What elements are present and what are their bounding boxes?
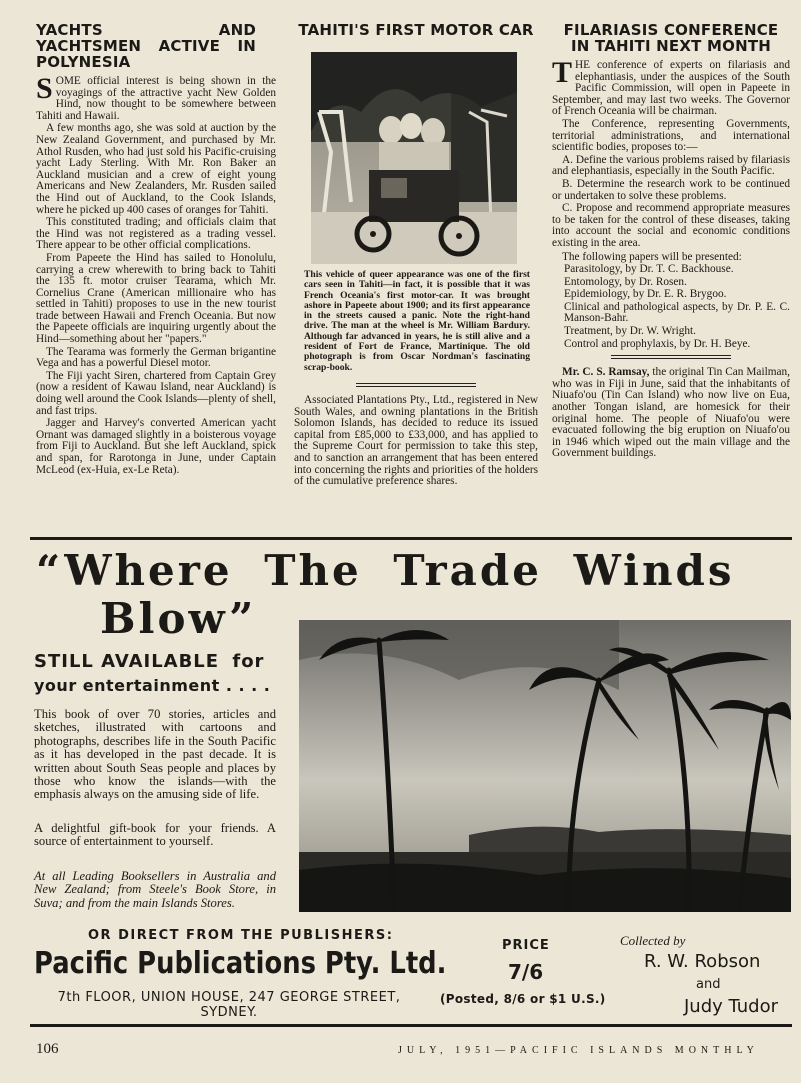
yachts-paragraph: OME official interest is being shown in the voyagings of the attractive yacht New Golden Hind, now thought to be somewhere between Tahiti and Hawaii. [36,75,276,122]
motor-car-photo [311,52,517,264]
article-yachts-headline: YACHTS AND YACHTSMEN ACTIVE IN POLYNESIA [36,21,256,71]
section-divider [611,355,731,359]
ad-direct: OR DIRECT FROM THE PUBLISHERS: [88,928,394,943]
paper-item: Treatment, by Dr. W. Wright. [564,325,696,338]
section-divider [356,383,476,387]
filariasis-paragraph: The Conference, representing Governments, territorial administrations, and international scientific bodies, proposes to:— [552,117,790,154]
ad-posted: (Posted, 8/6 or $1 U.S.) [440,992,606,1006]
ad-gift: A delightful gift-book for your friends. A source of entertainment to yourself. [34,821,276,849]
ad-author2: Judy Tudor [684,996,779,1017]
article-motor-car [294,22,538,489]
ad-publisher: Pacific Publications Pty. Ltd. [34,946,447,981]
ad-top-rule [30,537,792,540]
ad-bottom-rule [30,1024,792,1027]
dropcap-s: S [36,72,53,105]
yachts-paragraph: The Fiji yacht Siren, chartered from Captain Grey (now a resident of Kawau Island, near Auckland) is doing well around the Cook Islands—plenty of shell, and fast trips. [36,369,276,417]
ramsay-name: Mr. C. S. Ramsay, [562,366,650,379]
filariasis-intro: HE conference of experts on filariasis and elephantiasis, under the auspices of the South Pacific Commission, will open in Papeete in September, and may last two weeks. The Governor of French Oceania will be chairman. [552,59,790,118]
yachts-paragraph: The Tearama was formerly the German brigantine Vega and has a powerful Diesel motor. [36,345,276,370]
ad-still-available [34,651,264,672]
ad-address: 7th FLOOR, UNION HOUSE, 247 GEORGE STREET, SYDNEY. [57,990,401,1020]
filariasis-item: C. Propose and recommend appropriate measures to be taken for the control of these diseases, taking into account the social and economic conditions existing in the area. [552,202,790,249]
filariasis-item: A. Define the various problems raised by filariasis and elephantiasis, especially in the South Pacific. [552,153,790,178]
paper-item: Entomology, by Dr. Rosen. [564,275,687,288]
palm-photo-image [299,620,791,912]
motor-car-photo-image [311,52,517,264]
ad-banner-line1: “Where The Trade Winds [36,546,735,595]
papers-intro: The following papers will be presented: [562,250,742,263]
still-available-text: STILL AVAILABLE [34,651,220,672]
ramsay-text: the original Tin Can Mailman, who was in Fiji in June, said that the inhabitants of Niuafo'ou (Tin Can Island) who now live on Eua, another Tongan island, are homesick for their original home. The people of Niuafo'ou were evacuated following the big eruption on Niuafo'ou in 1946 which wiped out the main village and the Government buildings. [552,366,790,460]
article-yachts [36,22,276,477]
paper-item: Epidemiology, by Dr. E. R. Brygoo. [564,288,727,301]
paper-item: Clinical and pathological aspects, by Dr. P. E. C. Manson-Bahr. [564,300,790,325]
ad-author1: R. W. Robson [644,951,761,972]
dropcap-t: T [552,56,573,89]
ad-booksellers: At all Leading Booksellers in Australia and New Zealand; from Steele's Book Store, in Suva; and from the main Islands Stores. [34,869,276,910]
paper-item: Control and prophylaxis, by Dr. H. Beye. [564,337,751,350]
ramsay-paragraph [552,367,790,460]
yachts-paragraph: A few months ago, she was sold at auction by the New Zealand Government, and purchased by Mr. Athol Rusden, who had just sold his Pacific-cruising yacht Lady Sterling. With Mr. Ron Baker an Auckland musician and a crew of eight young Americans and New Zealanders, Mr. Rusden sailed the Hind out of Auckland, to the Cook Islands, where he picked up 400 cases of oranges for Tahiti. [36,122,276,216]
article-motor-car-headline: TAHITI'S FIRST MOTOR CAR [298,21,534,39]
article-filariasis [552,22,790,461]
still-for-text: for [232,651,265,672]
running-title: JULY, 1951—PACIFIC ISLANDS MONTHLY [398,1045,759,1056]
filariasis-item: B. Determine the research work to be continued or undertaken to solve these problems. [552,177,790,202]
ad-description: This book of over 70 stories, articles and sketches, illustrated with cartoons and photographs, describes life in the South Pacific as it has developed in the past decade. It is written about South Seas people and places by those who know the islands—with the emphasis always on the amusing side of life. [34,707,276,802]
ad-banner-line2: Blow” [100,594,257,643]
article-filariasis-headline: FILARIASIS CONFERENCE IN TAHITI NEXT MONTH [563,21,779,55]
yachts-paragraph: Jagger and Harvey's converted American yacht Ornant was damaged slightly in a boisterous voyage from Fiji to Auckland. But she left Auckland, spick and span, for Rarotonga in June, under Captain McLeod (ex-Huia, ex-Le Reta). [36,417,276,476]
ad-price-label: PRICE [502,938,550,953]
ad-and: and [696,977,721,992]
yachts-paragraph: This constituted trading; and officials claim that the Hind was not registered as a trading vessel. There appear to be other official complications. [36,216,276,252]
plantations-paragraph: Associated Plantations Pty., Ltd., registered in New South Wales, and owning plantations in the British Solomon Islands, has decided to reduce its issued capital from £85,000 to £33,000, and has applied to the Supreme Court for permission to take this step, and to sanction an arrangement that has been entered into concerning the rights and priorities of the holders of the cumulative preference shares. [294,393,538,488]
paper-item: Parasitology, by Dr. T. C. Backhouse. [564,263,734,276]
ad-collected-by: Collected by [620,933,686,948]
papers-list [552,264,790,350]
motor-car-caption: This vehicle of queer appearance was one of the first cars seen in Tahiti—in fact, it is possible that it was French Oceania's first motor-car. It was brought ashore in Papeete about 1900; and its first appearance in the streets caused a panic. Note the right-hand drive. The man at the wheel is Mr. William Bardury. Although far advanced in years, he is still alive and a resident of Fort de France, Martinique. The old photograph is from Oscar Nordman's fascinating scrap-book. [304,269,530,373]
ad-price: 7/6 [508,960,544,984]
ad-palm-photo [299,620,791,912]
yachts-paragraph: From Papeete the Hind has sailed to Honolulu, carrying a crew wherewith to bring back to Tahiti the 135 ft. motor cruiser Tearama, which Mr. Cornelius Crane (American millionaire who has settled in Tahiti) proposes to use in the new tourist trade between Hawaii and French Oceania. But now the Papeete officials are inquiring urgently about the Hind—something about her "papers." [36,251,276,346]
page-number: 106 [36,1041,59,1057]
ad-entertainment: your entertainment . . . . [34,676,271,695]
